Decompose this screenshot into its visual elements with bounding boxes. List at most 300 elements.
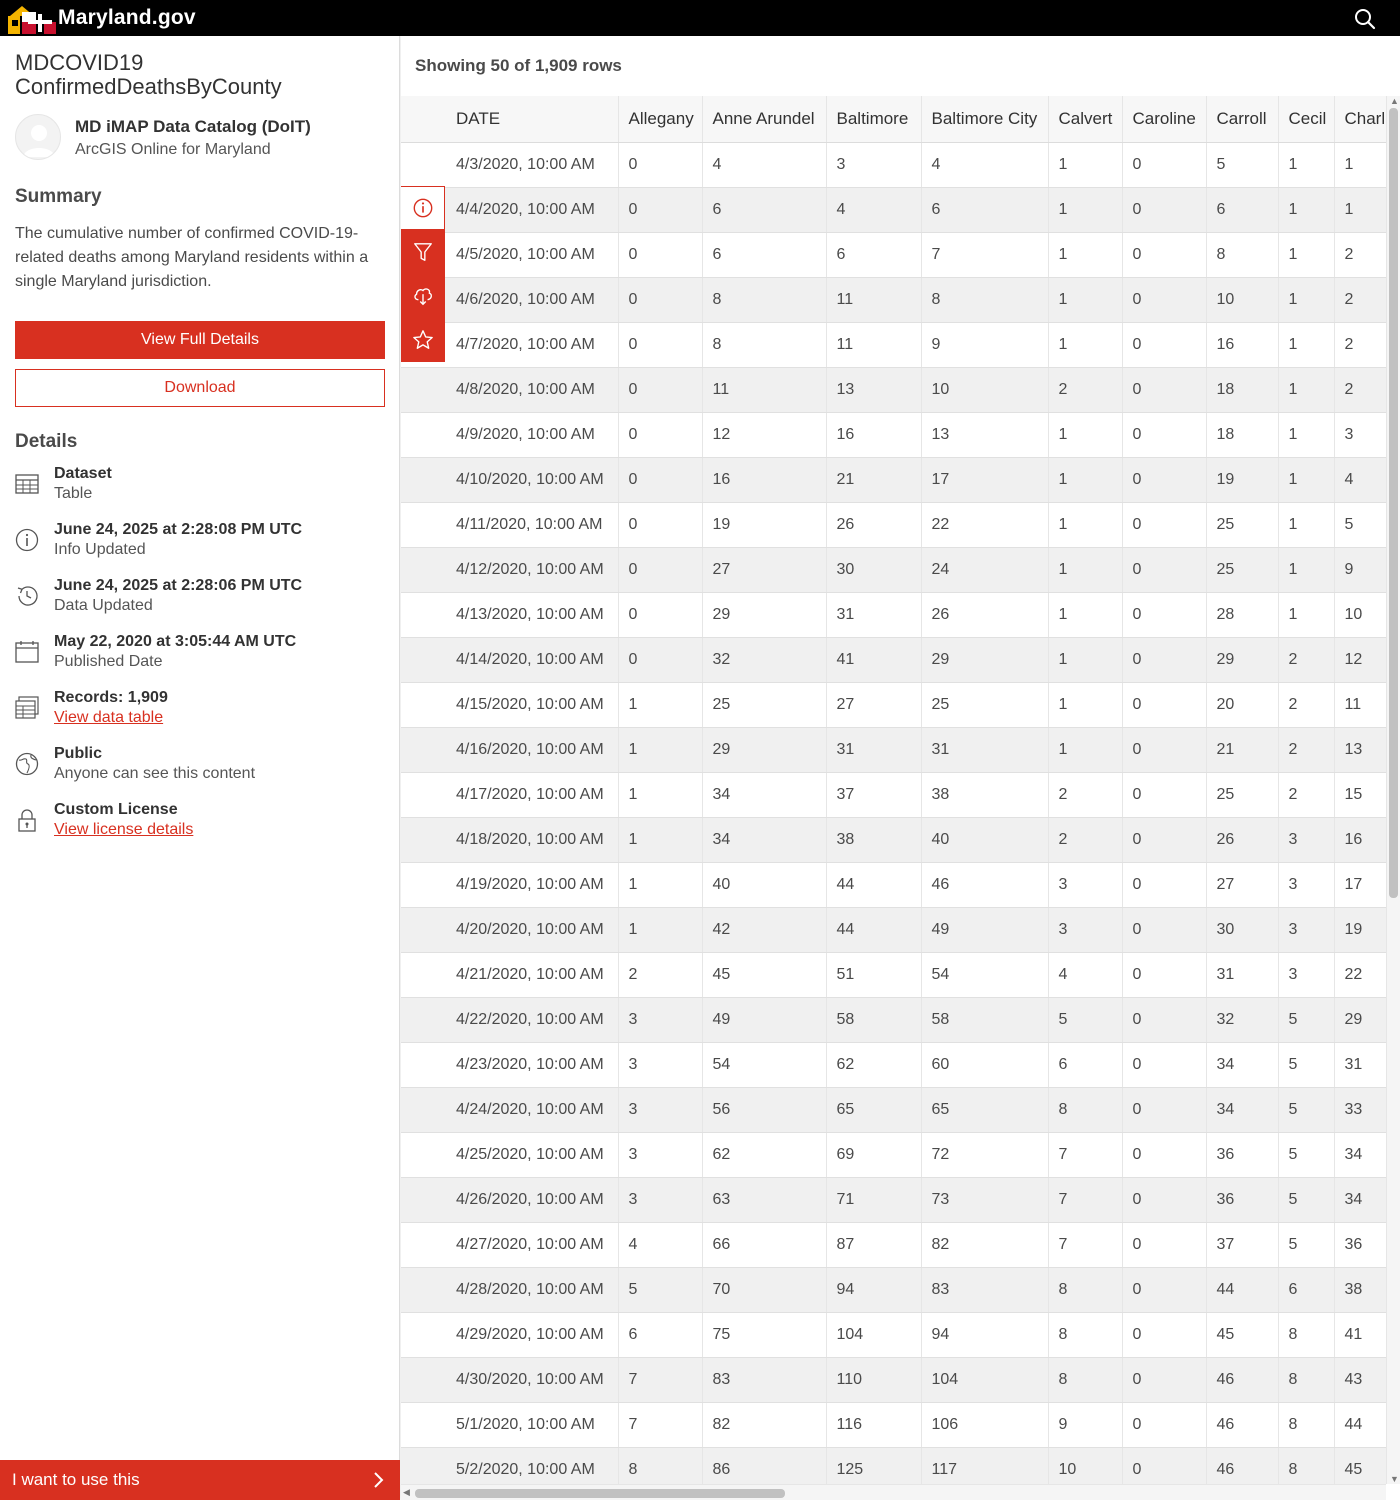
table-row[interactable] [401,682,1386,727]
table-cell: 62 [702,1132,826,1177]
row-gutter [401,862,446,907]
table-cell: 1 [1278,277,1334,322]
table-cell: 5 [1278,1132,1334,1177]
table-cell: 82 [702,1402,826,1447]
table-cell: 11 [702,367,826,412]
table-cell: 106 [921,1402,1048,1447]
table-cell: 13 [826,367,921,412]
table-cell: 7 [1048,1177,1122,1222]
table-cell: 46 [1206,1357,1278,1402]
table-cell: 5/1/2020, 10:00 AM [446,1402,618,1447]
table-cell: 9 [921,322,1048,367]
table-cell: 73 [921,1177,1048,1222]
table-cell: 0 [618,547,702,592]
table-cell: 0 [1122,817,1206,862]
table-cell: 31 [826,592,921,637]
table-cell: 0 [1122,322,1206,367]
table-cell: 5/2/2020, 10:00 AM [446,1447,618,1484]
maryland-logo[interactable] [8,2,196,34]
table-row[interactable] [401,952,1386,997]
row-gutter [401,682,446,727]
table-row[interactable] [401,1222,1386,1267]
table-cell: 38 [1334,1267,1386,1312]
table-header-row [401,96,1386,142]
table-cell: 2 [1334,322,1386,367]
view-data-table-link[interactable]: View data table [54,709,164,726]
table-cell: 0 [1122,1222,1206,1267]
detail-main: Dataset [54,465,112,482]
table-cell: 16 [1334,817,1386,862]
table-cell: 82 [921,1222,1048,1267]
table-cell: 54 [921,952,1048,997]
table-cell: 16 [1206,322,1278,367]
table-cell: 17 [921,457,1048,502]
row-gutter [401,637,446,682]
table-row[interactable] [401,1042,1386,1087]
table-cell: 8 [1048,1312,1122,1357]
row-gutter [401,1267,446,1312]
table-cell: 1 [1048,277,1122,322]
table-cell: 0 [1122,952,1206,997]
table-cell: 5 [1278,1177,1334,1222]
table-cell: 7 [618,1357,702,1402]
table-cell: 18 [1206,412,1278,457]
table-cell: 4/5/2020, 10:00 AM [446,232,618,277]
table-cell: 4/4/2020, 10:00 AM [446,187,618,232]
table-cell: 5 [1278,997,1334,1042]
table-cell: 44 [826,907,921,952]
table-row[interactable] [401,727,1386,772]
table-row[interactable] [401,907,1386,952]
table-cell: 4/18/2020, 10:00 AM [446,817,618,862]
cloud-download-icon [412,285,434,307]
table-row[interactable] [401,277,1386,322]
table-cell: 49 [921,907,1048,952]
table-cell: 22 [921,502,1048,547]
records-icon [15,696,39,720]
table-cell: 94 [826,1267,921,1312]
table-cell: 44 [1334,1402,1386,1447]
table-cell: 116 [826,1402,921,1447]
table-cell: 5 [1206,142,1278,187]
filter-action-button[interactable] [401,230,445,274]
table-cell: 3 [1048,907,1122,952]
table-cell: 0 [1122,142,1206,187]
table-cell: 0 [1122,862,1206,907]
owner-name: MD iMAP Data Catalog (DoIT) [75,117,311,136]
table-cell: 26 [1206,817,1278,862]
table-cell: 31 [921,727,1048,772]
table-cell: 24 [921,547,1048,592]
table-cell: 45 [1334,1447,1386,1484]
table-cell: 3 [618,997,702,1042]
table-cell: 0 [1122,1177,1206,1222]
data-table [401,96,1386,1484]
table-cell: 86 [702,1447,826,1484]
table-cell: 58 [921,997,1048,1042]
lock-icon [15,808,39,832]
table-cell: 22 [1334,952,1386,997]
table-cell: 43 [1334,1357,1386,1402]
table-cell: 2 [1334,367,1386,412]
table-cell: 7 [618,1402,702,1447]
details-heading: Details [15,431,78,452]
table-cell: 13 [921,412,1048,457]
table-icon [15,472,39,496]
detail-sub: Anyone can see this content [54,765,256,782]
table-cell: 75 [702,1312,826,1357]
table-cell: 29 [702,592,826,637]
row-gutter [401,1402,446,1447]
table-cell: 0 [1122,637,1206,682]
table-cell: 4 [618,1222,702,1267]
column-header-date[interactable]: DATE [446,96,618,142]
table-row[interactable] [401,817,1386,862]
table-cell: 46 [1206,1402,1278,1447]
table-cell: 2 [1048,772,1122,817]
table-cell: 25 [702,682,826,727]
table-cell: 1 [1048,457,1122,502]
table-cell: 125 [826,1447,921,1484]
table-cell: 7 [921,232,1048,277]
table-cell: 1 [1048,592,1122,637]
table-cell: 34 [702,772,826,817]
table-cell: 6 [1206,187,1278,232]
table-cell: 56 [702,1087,826,1132]
table-row[interactable] [401,547,1386,592]
table-cell: 9 [1334,547,1386,592]
view-license-details-link[interactable]: View license details [54,821,194,838]
download-action-button[interactable] [401,274,445,318]
table-cell: 1 [1048,232,1122,277]
table-cell: 2 [1278,637,1334,682]
table-cell: 4/28/2020, 10:00 AM [446,1267,618,1312]
table-row[interactable] [401,412,1386,457]
table-cell: 45 [1206,1312,1278,1357]
table-cell: 19 [1206,457,1278,502]
table-cell: 0 [1122,997,1206,1042]
row-count-label: Showing 50 of 1,909 rows [415,56,622,75]
table-cell: 1 [1278,592,1334,637]
table-cell: 1 [1278,547,1334,592]
table-cell: 72 [921,1132,1048,1177]
table-cell: 0 [1122,1042,1206,1087]
table-row[interactable] [401,1447,1386,1484]
favorite-action-button[interactable] [401,318,445,362]
table-cell: 8 [702,277,826,322]
table-cell: 0 [1122,1267,1206,1312]
table-row[interactable] [401,862,1386,907]
detail-published [15,632,385,676]
horizontal-scroll-thumb[interactable] [415,1489,785,1498]
table-row[interactable] [401,502,1386,547]
table-cell: 31 [1206,952,1278,997]
column-header-baltimore[interactable]: Baltimore [826,96,921,142]
table-cell: 3 [618,1177,702,1222]
table-cell: 0 [618,367,702,412]
detail-data-updated [15,576,385,620]
table-cell: 2 [618,952,702,997]
table-cell: 4/19/2020, 10:00 AM [446,862,618,907]
table-cell: 8 [921,277,1048,322]
table-cell: 0 [1122,232,1206,277]
table-cell: 29 [1206,637,1278,682]
column-header-caroline[interactable]: Caroline [1122,96,1206,142]
table-cell: 10 [921,367,1048,412]
table-cell: 8 [1278,1402,1334,1447]
table-cell: 94 [921,1312,1048,1357]
table-cell: 34 [1206,1042,1278,1087]
download-button[interactable]: Download [15,369,385,407]
table-cell: 27 [1206,862,1278,907]
table-cell: 4/24/2020, 10:00 AM [446,1087,618,1132]
table-cell: 26 [826,502,921,547]
table-cell: 1 [1048,547,1122,592]
horizontal-scrollbar[interactable] [401,1484,1386,1500]
table-cell: 36 [1334,1222,1386,1267]
table-cell: 9 [1048,1402,1122,1447]
table-cell: 41 [826,637,921,682]
vertical-scrollbar[interactable] [1386,96,1400,1484]
table-row[interactable] [401,232,1386,277]
table-cell: 0 [1122,1402,1206,1447]
table-cell: 54 [702,1042,826,1087]
table-cell: 4 [826,187,921,232]
avatar[interactable] [15,114,61,160]
table-cell: 11 [1334,682,1386,727]
table-cell: 37 [1206,1222,1278,1267]
history-icon [15,584,39,608]
table-cell: 29 [921,637,1048,682]
table-cell: 1 [1048,502,1122,547]
row-gutter [401,367,446,412]
scroll-up-arrow-icon[interactable]: ▲ [1390,96,1399,106]
table-cell: 4/22/2020, 10:00 AM [446,997,618,1042]
table-cell: 11 [826,322,921,367]
table-cell: 1 [618,772,702,817]
table-row[interactable] [401,637,1386,682]
table-row[interactable] [401,457,1386,502]
table-cell: 34 [702,817,826,862]
owner-block [15,114,311,162]
star-icon [412,329,434,351]
table-cell: 44 [826,862,921,907]
globe-icon [15,752,39,776]
table-row[interactable] [401,1312,1386,1357]
table-cell: 83 [921,1267,1048,1312]
table-cell: 4/10/2020, 10:00 AM [446,457,618,502]
table-cell: 49 [702,997,826,1042]
table-cell: 0 [1122,412,1206,457]
table-cell: 25 [1206,772,1278,817]
row-gutter [401,1177,446,1222]
scroll-down-arrow-icon[interactable]: ▼ [1390,1474,1399,1484]
table-cell: 0 [1122,1087,1206,1132]
table-cell: 0 [618,232,702,277]
scroll-left-arrow-icon[interactable]: ◀ [403,1487,410,1497]
info-icon [412,197,434,219]
table-cell: 10 [1334,592,1386,637]
table-cell: 60 [921,1042,1048,1087]
table-cell: 13 [1334,727,1386,772]
table-cell: 8 [618,1447,702,1484]
table-cell: 6 [1048,1042,1122,1087]
table-cell: 0 [1122,547,1206,592]
search-icon[interactable] [1354,8,1376,30]
table-cell: 4/9/2020, 10:00 AM [446,412,618,457]
table-cell: 0 [1122,1357,1206,1402]
table-cell: 4/11/2020, 10:00 AM [446,502,618,547]
table-cell: 4 [1334,457,1386,502]
table-row[interactable] [401,187,1386,232]
table-cell: 8 [1048,1087,1122,1132]
column-header-charles[interactable]: Charl [1334,96,1386,142]
table-cell: 2 [1048,367,1122,412]
view-full-details-button[interactable]: View Full Details [15,321,385,359]
data-table-viewport[interactable] [401,96,1386,1484]
table-cell: 10 [1048,1447,1122,1484]
table-cell: 2 [1278,682,1334,727]
row-gutter [401,1087,446,1132]
table-cell: 12 [1334,637,1386,682]
table-cell: 31 [1334,1042,1386,1087]
table-cell: 21 [1206,727,1278,772]
table-row[interactable] [401,1267,1386,1312]
table-cell: 0 [618,277,702,322]
table-cell: 33 [1334,1087,1386,1132]
table-cell: 0 [1122,1132,1206,1177]
table-cell: 8 [702,322,826,367]
row-gutter [401,412,446,457]
column-header-cecil[interactable]: Cecil [1278,96,1334,142]
table-cell: 4/23/2020, 10:00 AM [446,1042,618,1087]
table-row[interactable] [401,1087,1386,1132]
summary-heading: Summary [15,186,102,207]
table-row[interactable] [401,322,1386,367]
table-cell: 1 [1048,187,1122,232]
table-cell: 1 [1278,367,1334,412]
table-cell: 38 [921,772,1048,817]
vertical-scroll-thumb[interactable] [1389,108,1398,898]
table-cell: 8 [1278,1312,1334,1357]
table-cell: 12 [702,412,826,457]
table-cell: 29 [1334,997,1386,1042]
column-header-anne-arundel[interactable]: Anne Arundel [702,96,826,142]
table-cell: 5 [618,1267,702,1312]
table-row[interactable] [401,142,1386,187]
table-cell: 0 [1122,502,1206,547]
table-cell: 4/13/2020, 10:00 AM [446,592,618,637]
row-gutter [401,1222,446,1267]
table-cell: 16 [826,412,921,457]
table-cell: 1 [1278,142,1334,187]
table-cell: 34 [1334,1132,1386,1177]
table-cell: 51 [826,952,921,997]
row-gutter [401,907,446,952]
table-cell: 10 [1206,277,1278,322]
i-want-to-use-this-button[interactable] [0,1460,400,1500]
table-cell: 15 [1334,772,1386,817]
table-cell: 0 [618,322,702,367]
detail-main: Records: 1,909 [54,689,168,706]
site-name: Maryland.gov [58,6,196,29]
table-cell: 3 [1278,907,1334,952]
table-cell: 4/15/2020, 10:00 AM [446,682,618,727]
table-cell: 8 [1206,232,1278,277]
table-cell: 1 [1334,142,1386,187]
table-cell: 66 [702,1222,826,1267]
table-cell: 4 [702,142,826,187]
row-gutter [401,1042,446,1087]
table-cell: 1 [1334,187,1386,232]
table-cell: 0 [618,412,702,457]
column-header-allegany[interactable]: Allegany [618,96,702,142]
table-cell: 8 [1278,1447,1334,1484]
row-gutter [401,952,446,997]
table-cell: 7 [1048,1132,1122,1177]
column-header-calvert[interactable]: Calvert [1048,96,1122,142]
table-row[interactable] [401,997,1386,1042]
table-cell: 4/6/2020, 10:00 AM [446,277,618,322]
table-cell: 3 [1278,952,1334,997]
table-cell: 4 [1048,952,1122,997]
column-header-carroll[interactable]: Carroll [1206,96,1278,142]
side-action-bar [401,186,445,362]
table-cell: 0 [1122,592,1206,637]
table-cell: 3 [1278,817,1334,862]
table-cell: 37 [826,772,921,817]
table-cell: 30 [826,547,921,592]
want-label: I want to use this [12,1470,140,1489]
table-row[interactable] [401,1132,1386,1177]
table-cell: 0 [1122,907,1206,952]
table-cell: 4/8/2020, 10:00 AM [446,367,618,412]
detail-main: Custom License [54,801,178,818]
detail-sub: Data Updated [54,597,153,614]
table-cell: 3 [826,142,921,187]
table-row[interactable] [401,367,1386,412]
table-cell: 117 [921,1447,1048,1484]
detail-info-updated [15,520,385,564]
table-cell: 4/7/2020, 10:00 AM [446,322,618,367]
column-header-baltimore-city[interactable]: Baltimore City [921,96,1048,142]
table-row[interactable] [401,592,1386,637]
table-cell: 40 [702,862,826,907]
table-cell: 6 [702,187,826,232]
table-cell: 4/16/2020, 10:00 AM [446,727,618,772]
table-cell: 1 [1048,727,1122,772]
row-gutter [401,772,446,817]
row-gutter [401,457,446,502]
table-cell: 5 [1278,1222,1334,1267]
table-cell: 41 [1334,1312,1386,1357]
table-cell: 4/12/2020, 10:00 AM [446,547,618,592]
table-cell: 0 [1122,772,1206,817]
table-row[interactable] [401,1177,1386,1222]
table-row[interactable] [401,1402,1386,1447]
table-row[interactable] [401,772,1386,817]
table-cell: 104 [921,1357,1048,1402]
table-row[interactable] [401,1357,1386,1402]
table-cell: 1 [1278,412,1334,457]
table-cell: 1 [1278,502,1334,547]
table-cell: 69 [826,1132,921,1177]
table-cell: 18 [1206,367,1278,412]
row-gutter [401,1357,446,1402]
info-action-button[interactable] [401,186,445,230]
table-cell: 3 [1048,862,1122,907]
detail-sub: Info Updated [54,541,146,558]
